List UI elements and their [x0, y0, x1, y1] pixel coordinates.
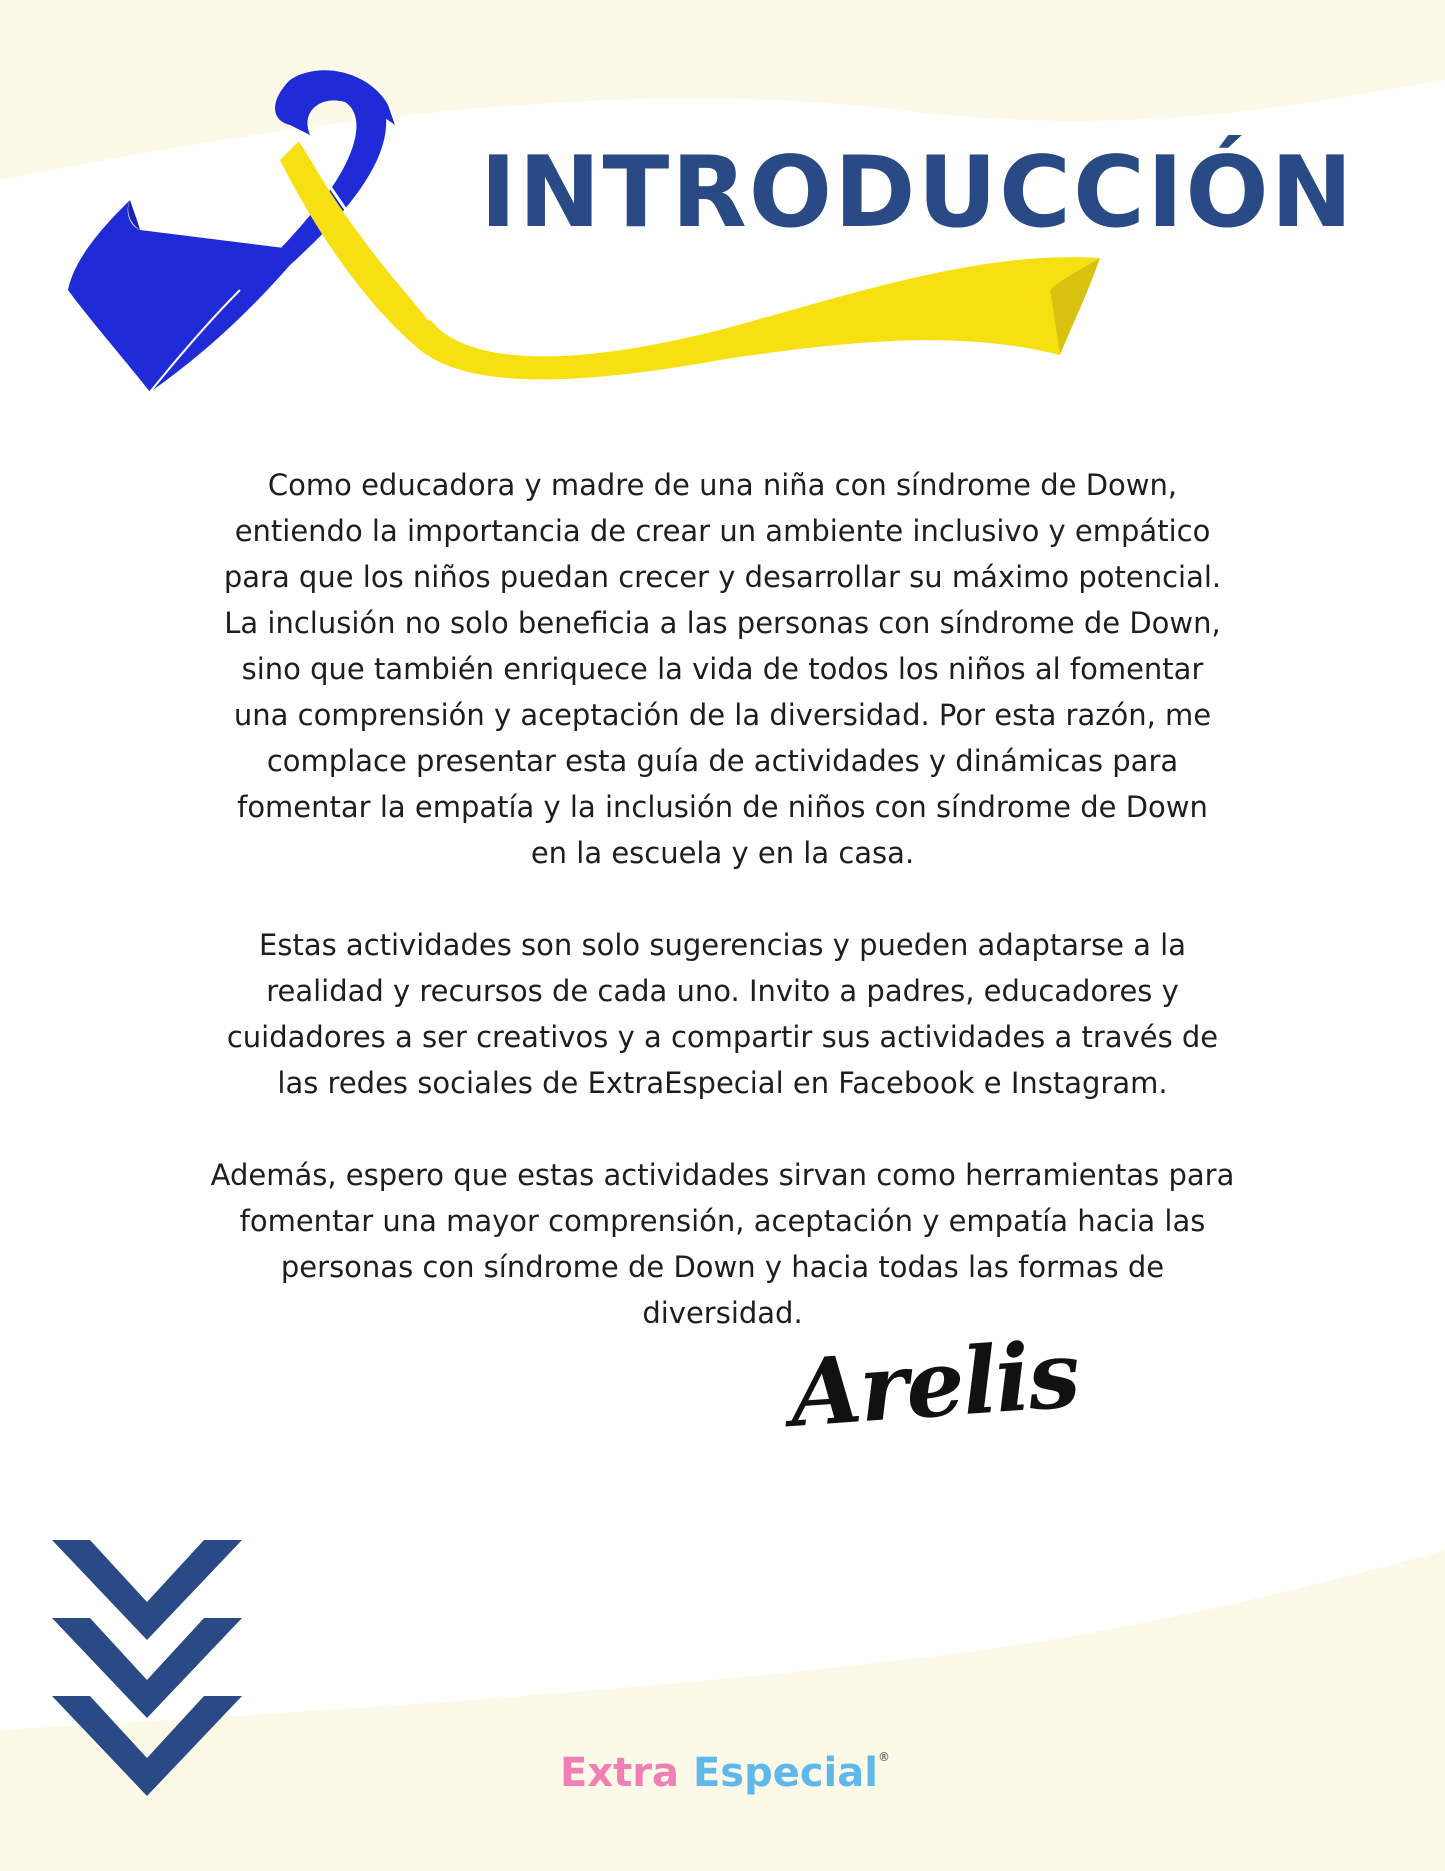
registered-mark: ®	[877, 1750, 890, 1764]
introduction-text	[120, 462, 1325, 1382]
paragraph: Como educadora y madre de una niña con síndrome de Down, entiendo la importancia de crear un ambiente inclusivo y empático para que los niños puedan crecer y desarrollar su máximo potencial. La inclusión no solo beneficia a las personas con síndrome de Down, sino que también enriquece la vida de todos los niños al fomentar una comprensión y aceptación de la diversidad. Por esta razón, me complace presentar esta guía de actividades y dinámicas para fomentar la empatía y la inclusión de niños con síndrome de Down en la escuela y en la casa.	[223, 468, 1222, 870]
paragraph: Estas actividades son solo sugerencias y pueden adaptarse a la realidad y recursos de cada uno. Invito a padres, educadores y cuidadores a ser creativos y a compartir sus actividades a través de las redes sociales de ExtraEspecial en Facebook e Instagram.	[226, 928, 1219, 1100]
page-title: INTRODUCCIÓN	[480, 136, 1355, 250]
paragraph: Además, espero que estas actividades sirvan como herramientas para fomentar una mayor comprensión, aceptación y empatía hacia las personas con síndrome de Down y hacia todas las formas de diversidad.	[210, 1158, 1235, 1330]
signature: Arelis	[786, 1320, 1082, 1448]
extra-especial-logo	[545, 1750, 905, 1796]
logo-word-extra: Extra	[560, 1750, 679, 1796]
logo-word-especial: Especial	[692, 1750, 878, 1796]
chevron-down-icon	[52, 1540, 242, 1800]
